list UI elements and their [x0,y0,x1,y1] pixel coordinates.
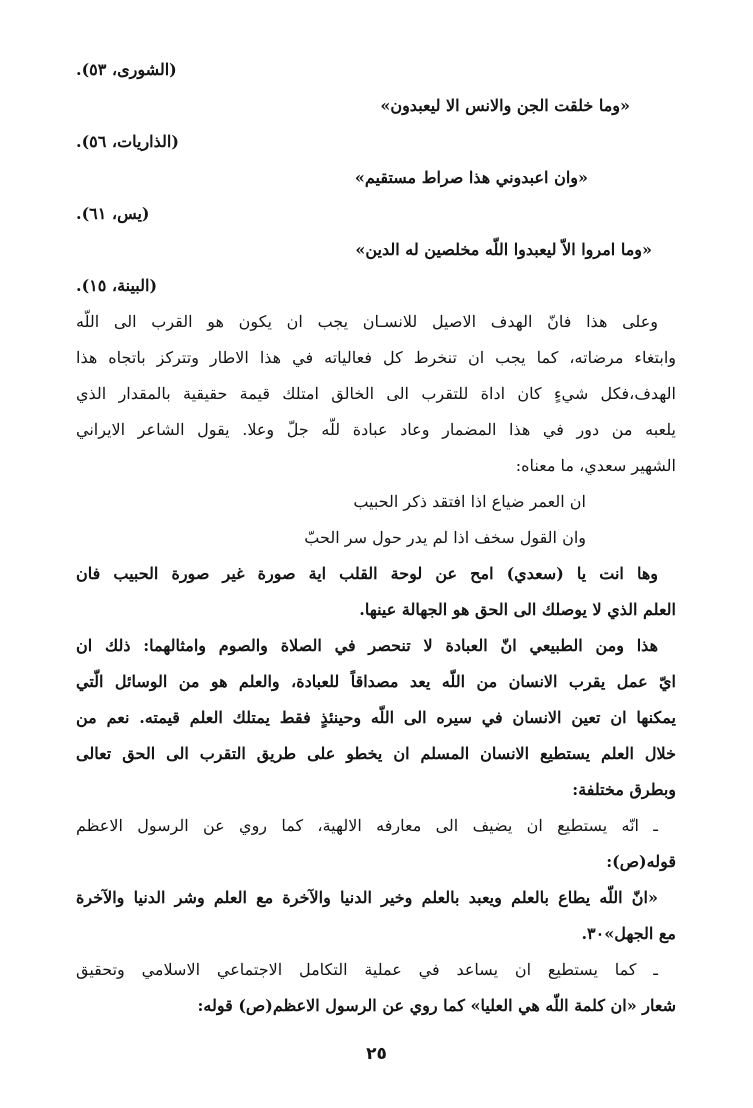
page-number: ٢٥ [366,1044,387,1064]
quran-reference: (يس، ٦١). [76,204,150,223]
poem-line: ان العمر ضياع اذا افتقد ذكر الحبيب [353,492,586,511]
paragraph-line: يلعبه من دور في هذا المضمار وعاد عبادة للّه جلّ وعلا. يقول الشاعر الايراني [76,420,676,439]
paragraph-line: الهدف،فكل شيءٍ كان اداة للتقرب الى الخالق امتلك قيمة حقيقية بالمقدار الذي [76,384,676,403]
paragraph-line: خلال العلم يستطيع الانسان المسلم ان يخطو على طريق التقرب الى الحق تعالى [76,744,676,763]
hadith-quote: «انّ اللّه يطاع بالعلم ويعبد بالعلم وخير الدنيا والآخرة مع العلم وشر الدنيا والآخرة [76,888,659,907]
page-body [76,52,676,1024]
paragraph-line: وبطرق مختلفة: [572,780,676,799]
quran-reference: (البينة، ١٥). [76,276,158,295]
paragraph-line: وها انت يا (سعدي) امح عن لوحة القلب اية صورة غير صورة الحبيب فان [76,564,659,583]
quran-verse: «وما خلقت الجن والانس الا ليعبدون» [380,96,630,115]
paragraph-line: وابتغاء مرضاته، كما يجب ان تنخرط كل فعالياته في هذا الاطار وتتركز باتجاه هذا [76,348,676,367]
quran-reference: (الشورى، ٥٣). [76,60,177,79]
quran-verse: «وما امروا الاّ ليعبدوا اللّه مخلصين له الدين» [355,240,652,259]
paragraph-line: شعار «ان كلمة اللّه هي العليا» كما روي عن الرسول الاعظم(ص) قوله: [197,996,676,1015]
paragraph-line: يمكنها ان تعين الانسان في سيره الى اللّه وحينئذٍ فقط يمتلك العلم قيمته. نعم من [76,708,676,727]
poem-line: وان القول سخف اذا لم يدر حول سر الحبّ [304,528,586,547]
paragraph-line: ـ كما يستطيع ان يساعد في عملية التكامل الاجتماعي الاسلامي وتحقيق [76,960,658,979]
paragraph-line: ايّ عمل يقرب الانسان من اللّه يعد مصداقاً للعبادة، والعلم هو من الوسائل الّتي [76,672,676,691]
hadith-quote: مع الجهل»٣٠. [581,924,676,943]
paragraph-line: وعلى هذا فانّ الهدف الاصيل للانسـان يجب ان يكون هو القرب الى اللّه [76,312,658,331]
paragraph-line: الشهير سعدي، ما معناه: [515,456,676,475]
quran-reference: (الذاريات، ٥٦). [76,132,179,151]
paragraph-line: ـ انّه يستطيع ان يضيف الى معارفه الالهية، كما روي عن الرسول الاعظم [76,816,658,835]
paragraph-line: هذا ومن الطبيعي انّ العبادة لا تنحصر في الصلاة والصوم وامثالهما: ذلك ان [76,636,658,655]
paragraph-line: قوله(ص): [606,852,676,871]
quran-verse: «وان اعبدوني هذا صراط مستقيم» [354,168,588,187]
paragraph-line: العلم الذي لا يوصلك الى الحق هو الجهالة عينها. [359,600,676,619]
